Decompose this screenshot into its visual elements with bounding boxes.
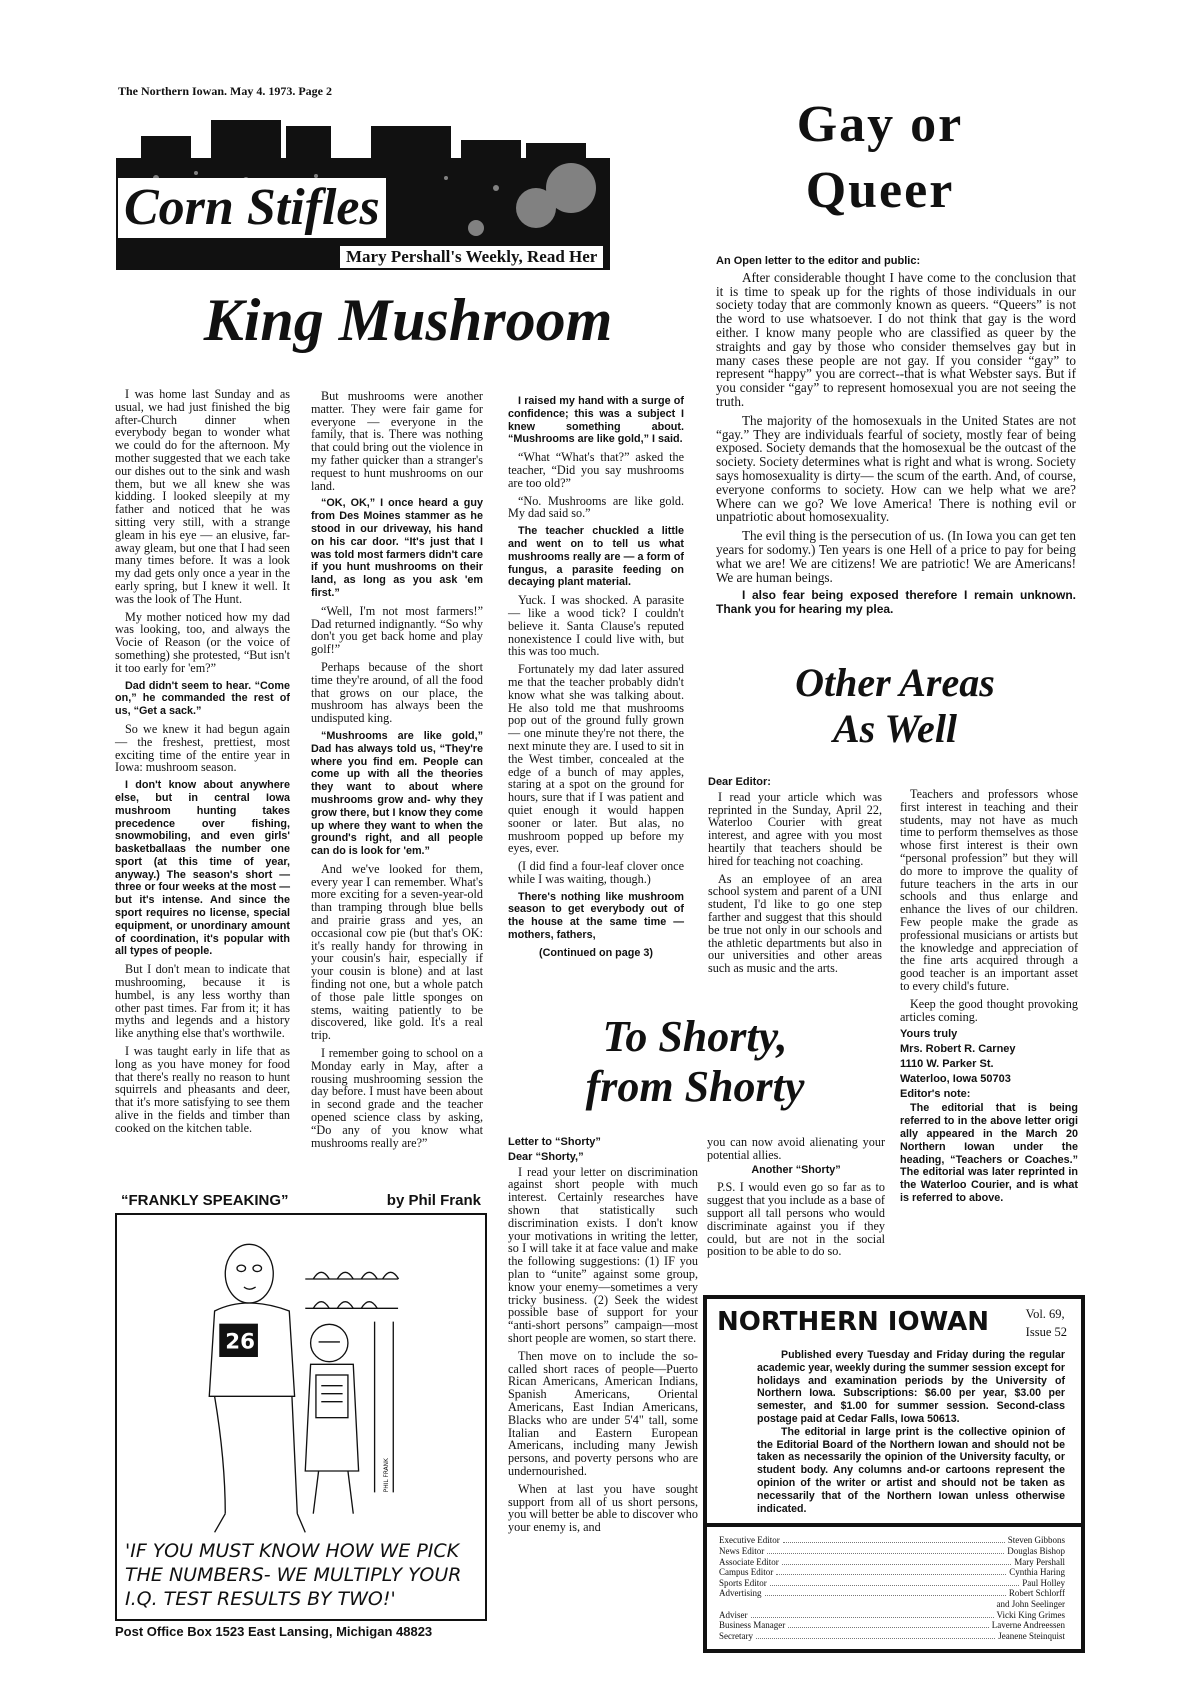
- leader-dots: [776, 1567, 1006, 1575]
- staff-row: [719, 1599, 1065, 1610]
- staff-name: Vicki King Grimes: [996, 1609, 1065, 1620]
- column-tagline: Mary Pershall's Weekly, Read Her: [340, 246, 603, 268]
- staff-row: [719, 1546, 1065, 1557]
- byline-text: Dear Editor:: [708, 776, 771, 788]
- staff-name: Paul Holley: [1022, 1577, 1065, 1588]
- publication-schedule: Published every Tuesday and Friday during the regular academic year, weekly during the summer session except for holidays and examination periods by the University of Northern Iowa. Subscriptions: $6.00 per year, $3.00 per semester, and $1.00 for summer session. Second-class postage paid at Cedar Falls, Iowa 50613.: [757, 1349, 1065, 1425]
- to-shorty-column-1: [508, 1136, 698, 1539]
- headline-line-2: As Well: [832, 706, 958, 751]
- headline-line-1: To Shorty,: [602, 1012, 788, 1061]
- paragraph: Fortunately my dad later assured me that the teacher probably didn't know what she was talking about. He also told me that mushrooms pop out of the ground fully grown — one minute they're not there, the next minute they are. I used to sit in the West timber, concealed at the edge of a bunch of may apples, staring at a spot on the ground for hours, sure that if I was patient and quiet enough it would happen sooner or later. But alas, no mushroom popped up before my eyes, ever.: [508, 662, 684, 856]
- paragraph: I read your letter on discrimination against short people with much interest. Certainly researches have shown that statistically such discrimination exists. I don't know your motivations in writing the letter, so I will take it at face value and make the following suggestions: (1) IF you plan to “unite” against some group, know your enemy—sometimes a very tricky business. (2) Seek the widest possible base of support for your “anti-short persons” campaign—most short people are women, so start there.: [508, 1164, 698, 1345]
- staff-name: Steven Gibbons: [1007, 1535, 1065, 1546]
- byline-text: Editor's note:: [900, 1087, 971, 1100]
- paragraph: There's nothing like mushroom season to get everybody out of the house at the same time — mothers, fathers,: [508, 890, 684, 942]
- other-areas-column-1: [708, 776, 882, 980]
- leader-dots: [751, 1610, 994, 1618]
- paragraph: So we knew it had begun again — the freshest, prettiest, most exciting time of the entire year in Iowa: mushroom season.: [115, 721, 290, 775]
- paragraph: Then move on to include the so-called short races of people—Puerto Rican Americans, American Indians, Spanish Americans, Oriental Americans, East Indian Americans, Blacks who are under 5'4" tall, some Italian and Eastern European Americans, including many Jewish persons, and poverty persons who are undernourished.: [508, 1348, 698, 1478]
- staff-row: [719, 1620, 1065, 1631]
- newspaper-nameplate: NORTHERN IOWAN: [717, 1307, 989, 1337]
- leader-dots: [788, 1620, 989, 1628]
- paragraph: Keep the good thought provoking articles coming.: [900, 996, 1078, 1024]
- king-mushroom-column-2: [311, 390, 483, 1154]
- other-areas-headline: [705, 660, 1085, 752]
- cartoon-header: [115, 1192, 487, 1213]
- staff-role: Sports Editor: [719, 1577, 767, 1588]
- leader-dots: [783, 1535, 1005, 1543]
- paragraph: I raised my hand with a surge of confidence; this was a subject I knew something about. “Mushrooms are like gold,” I said.: [508, 395, 684, 446]
- staff-name: Douglas Bishop: [1007, 1545, 1065, 1556]
- leader-dots: [770, 1578, 1019, 1586]
- cartoon-section: [115, 1192, 487, 1640]
- cartoon-drawing: [117, 1215, 485, 1535]
- king-mushroom-headline: King Mushroom: [203, 287, 613, 353]
- paragraph: “OK, OK,” I once heard a guy from Des Moines stammer as he stood in our driveway, his hand on his car door. “It's just that I was told most farmers didn't care if you hunt mushrooms on their land, as long as you ask 'em first.”: [311, 497, 483, 599]
- paragraph: I was taught early in life that as long as you have money for food that there's really no reason to hunt squirrels and pheasants and deer, that it's more satisfying to see them alive in the fields and timber than cooked on the kitchen table.: [115, 1044, 290, 1135]
- staff-role: Campus Editor: [719, 1567, 774, 1578]
- paragraph: Yuck. I was shocked. A parasite — like a wood tick? I couldn't believe it. Santa Clause's reputed nonexistence I could live with, but this was too much.: [508, 593, 684, 659]
- leader-dots: [722, 1600, 994, 1607]
- byline-text: Yours truly: [900, 1028, 958, 1041]
- paragraph: But I don't mean to indicate that mushrooming, because it is humbel, is any less worthy than other past times. Far from it; it has myths and legends and a history like anything else that's worthwile.: [115, 962, 290, 1041]
- paragraph: “Mushrooms are like gold,” Dad has always told us, “They're where you find em. People can come up with all the theories they want to about where mushrooms grow and- why they grow there, but I know they come up where they want to when the ground's right, and all people can do is look for 'em.”: [311, 729, 483, 858]
- byline-text: 1110 W. Parker St.: [900, 1057, 994, 1070]
- headline-line-1: Gay or: [796, 96, 964, 153]
- paragraph: I also fear being exposed therefore I remain unknown. Thank you for hearing my plea.: [716, 588, 1076, 617]
- staff-role: Adviser: [719, 1609, 748, 1620]
- paragraph: The editorial that is being referred to in the above letter origi ally appeared in the March 20 Northern Iowan under the heading, “Teachers or Coaches.” The editorial was later reprinted in the Waterloo Courier, and is what is referred to above.: [900, 1102, 1078, 1204]
- leader-dots: [767, 1546, 1004, 1554]
- paragraph: “Well, I'm not most farmers!” Dad returned indignantly. “So why don't you get back home and play golf!”: [311, 603, 483, 657]
- staff-name: Mary Pershall: [1014, 1556, 1065, 1567]
- paragraph: (I did find a four-leaf clover once while I was waiting, though.): [508, 859, 684, 886]
- byline-text: An Open letter to the editor and public:: [716, 255, 921, 267]
- cartoon-byline: by Phil Frank: [386, 1192, 481, 1209]
- staff-name: Cynthia Haring: [1009, 1567, 1065, 1578]
- staff-row: [719, 1631, 1065, 1642]
- to-shorty-headline: [505, 1012, 885, 1112]
- paragraph: (Continued on page 3): [539, 946, 653, 959]
- paragraph: The evil thing is the persecution of us. (In Iowa you can get ten years for sodomy.) Ten years is one Hell of a price to pay for being what we are! We are citizens! We are patriotic! We are Americans! We are human beings.: [716, 528, 1076, 585]
- cartoon-panel: [115, 1213, 487, 1621]
- staff-name: and John Seelinger: [996, 1598, 1065, 1609]
- column-title: Corn Stifles: [118, 178, 386, 238]
- staff-row: [719, 1610, 1065, 1621]
- staff-row: [719, 1557, 1065, 1568]
- paragraph: I remember going to school on a Monday early in May, after a rousing mushrooming session the day before. I must have been about in second grade and the teacher opened science class by asking, “Do any of you know what mushrooms really are?”: [311, 1046, 483, 1150]
- open-letter-body: [716, 255, 1076, 622]
- staff-role: Associate Editor: [719, 1556, 779, 1567]
- paragraph: My mother noticed how my dad was looking, too, and always the Vocie of Reason (or the voice of something) she protested, “But isn't it too early for 'em?”: [115, 609, 290, 675]
- paragraph: “What “What's that?” asked the teacher, “Did you say mushrooms are too old?”: [508, 450, 684, 490]
- headline-line-1: Other Areas: [795, 660, 995, 705]
- staff-name: Laverne Andreessen: [991, 1620, 1065, 1631]
- staff-role: Executive Editor: [719, 1535, 780, 1546]
- staff-box: [707, 1523, 1081, 1649]
- volume-number: Vol. 69,: [1025, 1307, 1065, 1321]
- king-mushroom-column-1: [115, 388, 290, 1140]
- issue-number: Issue 52: [1025, 1325, 1067, 1339]
- jersey-number: 26: [225, 1329, 255, 1355]
- staff-role: News Editor: [719, 1545, 765, 1556]
- leader-dots: [765, 1588, 1006, 1596]
- paragraph: Dad didn't seem to hear. “Come on,” he commanded the rest of us, “Get a sack.”: [115, 679, 290, 718]
- paragraph: When at last you have sought support from all of us short persons, you will better be able to discover who your enemy is, and: [508, 1481, 698, 1535]
- cartoon-syndicate-address: Post Office Box 1523 East Lansing, Michigan 48823: [115, 1624, 433, 1639]
- masthead-header: [707, 1299, 1081, 1341]
- king-mushroom-column-3: [508, 395, 684, 965]
- other-areas-column-2: [900, 788, 1078, 1210]
- leader-dots: [782, 1557, 1012, 1565]
- to-shorty-column-2: [707, 1136, 885, 1263]
- paragraph: P.S. I would even go so far as to suggest that you include as a base of support all tall persons who would discriminate against you if they could, but are not in the social position to be able to do so.: [707, 1180, 885, 1259]
- page-folio: The Northern Iowan. May 4. 1973. Page 2: [118, 84, 332, 98]
- staff-row: [719, 1588, 1065, 1599]
- staff-row: [719, 1567, 1065, 1578]
- leader-dots: [756, 1631, 995, 1639]
- paragraph: And we've looked for them, every year I can remember. What's more exciting for a seven-year-old than tramping through blue bells and prairie grass and yes, an occasional cow pie (but that's OK: it's really handy for throwing in your cousin's hair, especially if your cousin is blone) and at last finding not one, but a whole patch of those pale little sponges on stems, waiting patiently to be discovered, like gold. It's a real trip.: [311, 861, 483, 1043]
- paragraph: The teacher chuckled a little and went on to tell us what mushrooms really are — a form of fungus, a parasite feeding on decaying plant material.: [508, 525, 684, 589]
- byline-text: Waterloo, Iowa 50703: [900, 1072, 1011, 1085]
- paragraph: you can now avoid alienating your potential allies.: [707, 1135, 885, 1162]
- staff-role: Business Manager: [719, 1620, 786, 1631]
- paragraph: After considerable thought I have come to the conclusion that it is time to speak up for the rights of those individuals in our society today that are commonly known as queers. “Queers” is not the word to use whatsoever. I do not think that gay is the word either. I know many people who are classified as queer by the straights and gay by those who consider themselves gay but in many cases these people are not gay. If you consider “gay” to represent “happy” you are correct--that is what Webster says. But if you consider “gay” to represent homosexual you are not seeing the truth.: [716, 269, 1076, 409]
- byline-text: Dear “Shorty,”: [508, 1150, 584, 1163]
- staff-name: Robert Schlorff: [1008, 1588, 1065, 1599]
- staff-row: [719, 1535, 1065, 1546]
- byline-text: Mrs. Robert R. Carney: [900, 1043, 1016, 1056]
- headline-line-2: Queer: [805, 162, 955, 219]
- artist-signature: PHIL FRANK: [383, 1458, 390, 1493]
- cartoon-caption: 'IF YOU MUST KNOW HOW WE PICK THE NUMBERS- WE MULTIPLY YOUR I.Q. TEST RESULTS BY TWO!': [125, 1540, 462, 1610]
- paragraph: I don't know about anywhere else, but in central Iowa mushroom hunting takes precedence over fishing, snowmobiling, and even girls' basketballaas the number one sport (at this time of year, anyway.) The season's short — three or four weeks at the most — but it's intense. And since the sport requires no license, special equipment, or unordinary amount of coordination, it's popular with all types of people.: [115, 779, 290, 958]
- editorial-policy: The editorial in large print is the collective opinion of the Editorial Board of the Northern Iowan and should not be taken as necessarily the opinion of the University faculty, or student body. Any columns and-or cartoons represent the opinion of the writer or artist and should not be taken as necessarily that of the Northern Iowan unless otherwise indicated.: [757, 1425, 1065, 1515]
- paragraph: The majority of the homosexuals in the United States are not “gay.” They are individuals fearful of society, mostly fear of being exposed. Society demands that the homosexual be the outcast of the society. Society determines what is right and what is wrong. Society says homosexuality is dirty— the scum of the earth. And, of course, everyone conforms to society. How can we help what we are? Where can we go? We love America! There is nothing evil or unpatriotic about homosexuality.: [716, 412, 1076, 525]
- staff-role: Advertising: [719, 1588, 762, 1599]
- masthead-box: [703, 1295, 1085, 1653]
- volume-info: [1026, 1305, 1067, 1341]
- headline-line-2: from Shorty: [585, 1062, 805, 1111]
- cartoon-title: “FRANKLY SPEAKING”: [121, 1192, 289, 1209]
- paragraph: Perhaps because of the short time they're around, of all the food that grows on our place, the mushroom has always been the undisputed king.: [311, 659, 483, 726]
- byline-text: Letter to “Shorty”: [508, 1136, 601, 1148]
- paragraph: Teachers and professors whose first interest in teaching and their students, may not have as much time to perform themselves as those whose first interest is their own “personal profession” but they will do more to improve the quality of future teachers in the arts in our schools and thus enlarge and enhance the lives of our children. Few people make the grade as professional musicians or artists but the knowledge and appreciation of the fine arts acquired through a good teacher is an important asset to every child's future.: [900, 787, 1078, 993]
- paragraph: “No. Mushrooms are like gold. My dad said so.”: [508, 493, 684, 521]
- paragraph: But mushrooms were another matter. They were fair game for everyone — everyone in the family, that is. There was nothing that could bring out the violence in my father quicker than a stranger's request to hunt mushrooms on our land.: [311, 389, 483, 493]
- staff-role: Secretary: [719, 1630, 753, 1641]
- paragraph: Another “Shorty”: [751, 1163, 841, 1176]
- paragraph: I was home last Sunday and as usual, we had just finished the big after-Church dinner when everybody began to wonder what we could do for the afternoon. My mother suggested that we each take our dishes out to the sink and wash them, but we all knew she was kidding. I looked sleepily at my father and noticed that he was sitting very still, with a strange gleam in his eye — an elusive, far-away gleam, but one that I had seen many times before. It was a look my dad gets only once a year in the early spring, but I knew it well. It was the look of The Hunt.: [115, 387, 290, 606]
- staff-list: [719, 1535, 1065, 1641]
- staff-name: Jeanene Steinquist: [998, 1630, 1065, 1641]
- staff-row: [719, 1578, 1065, 1589]
- gay-or-queer-headline: [735, 92, 1025, 224]
- paragraph: I read your article which was reprinted in the Sunday, April 22, Waterloo Courier with great interest, and agree with you most heartily that teachers should be hired for teaching not coaching.: [708, 789, 882, 868]
- publication-info: [757, 1349, 1065, 1515]
- paragraph: As an employee of an area school system and parent of a UNI student, I'd like to go one step farther and suggest that this should be true not only in our schools and the athletic departments but also in our universities and other areas such as music and the arts.: [708, 871, 882, 976]
